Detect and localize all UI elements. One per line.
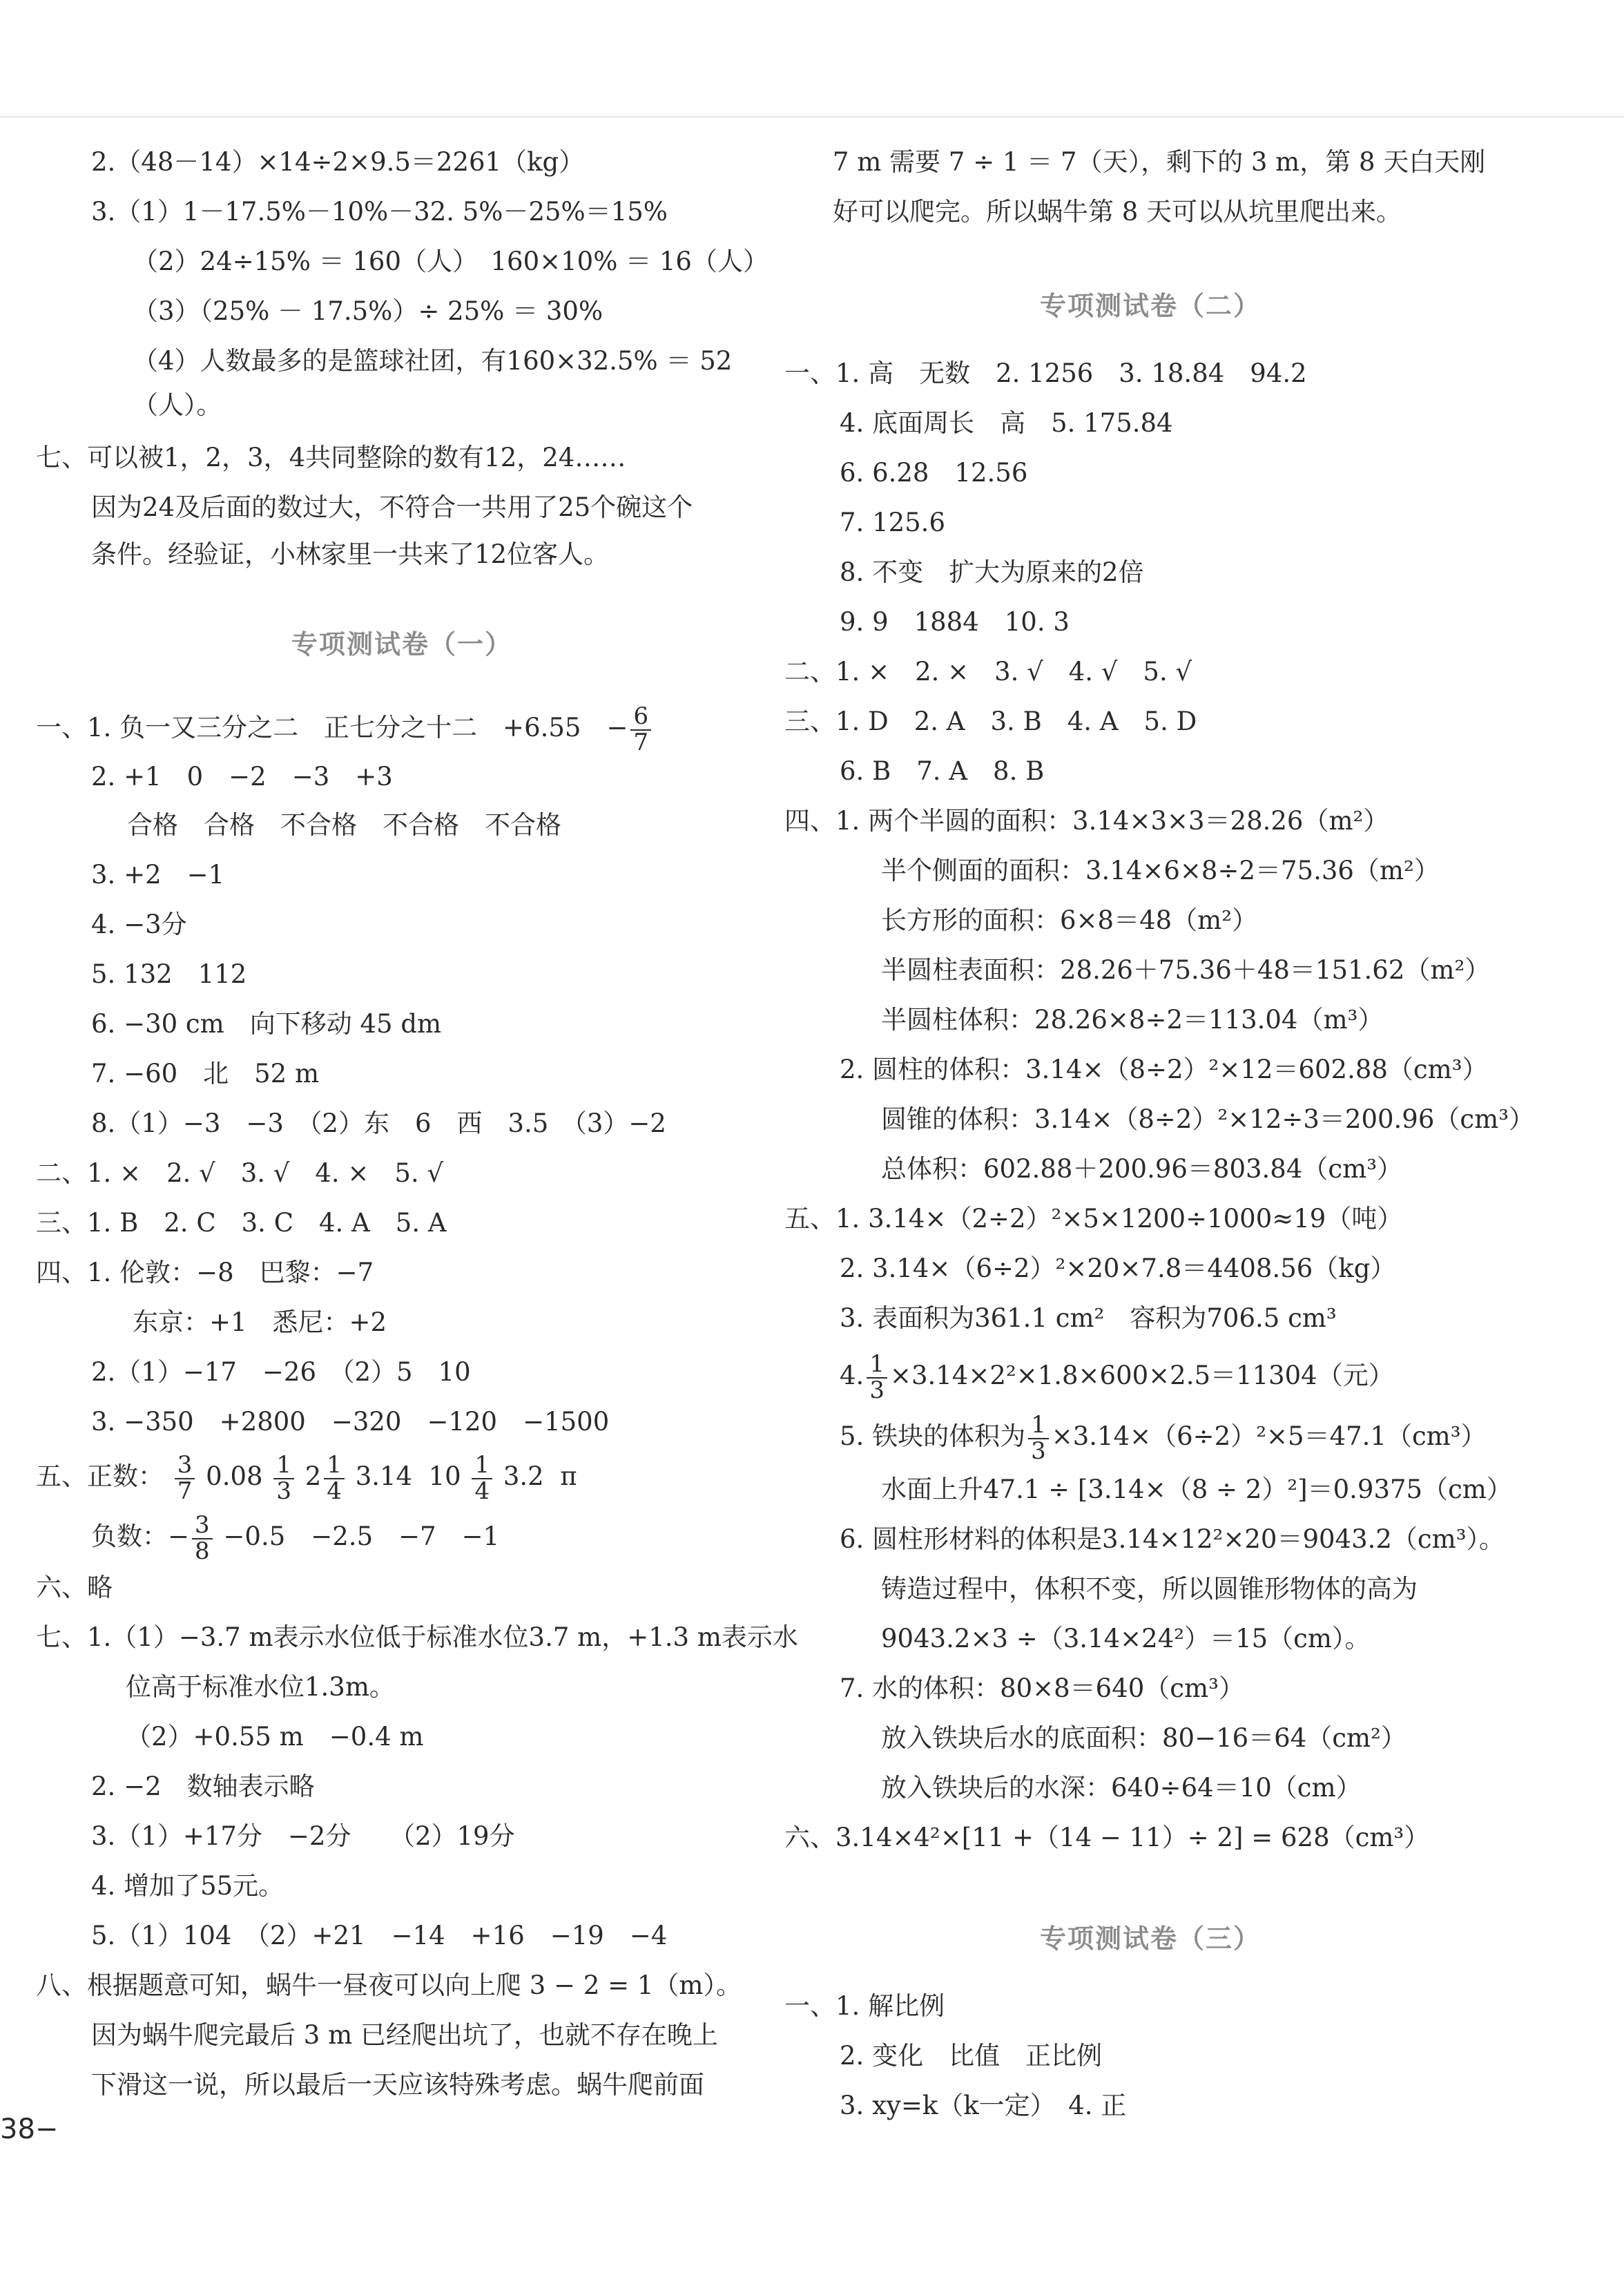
answer-line: （3）（25% － 17.5%）÷ 25% ＝ 30%	[133, 296, 603, 326]
answer-line: 2. 变化 比值 正比例	[840, 2041, 1103, 2071]
answer-line-negative	[91, 1509, 499, 1564]
answer-line: 7. 125.6	[840, 508, 945, 537]
answer-line: 二、1. × 2. √ 3. √ 4. × 5. √	[36, 1158, 444, 1188]
answer-line: 半圆柱体积：28.26×8÷2＝113.04（m³）	[881, 1005, 1384, 1035]
answer-line: （2）+0.55 m −0.4 m	[126, 1722, 424, 1752]
answer-line: 3. xy=k（k一定） 4. 正	[840, 2091, 1127, 2120]
fraction: $\frac{1}{3}$	[1028, 1413, 1049, 1464]
fraction: $\frac{1}{3}$	[273, 1453, 294, 1504]
fraction: $\frac{3}{7}$	[175, 1453, 195, 1504]
answer-text: −0.5 −2.5 −7 −1	[223, 1522, 500, 1551]
answer-line: 6. −30 cm 向下移动 45 dm	[91, 1009, 442, 1039]
answer-line: 铸造过程中，体积不变，所以圆锥形物体的高为	[881, 1574, 1418, 1604]
answer-line: 6. 6.28 12.56	[840, 458, 1028, 488]
answer-line: 2. 圆柱的体积：3.14×（8÷2）²×12＝602.88（cm³）	[840, 1055, 1488, 1084]
answer-text: ×3.14×2²×1.8×600×2.5＝11304（元）	[889, 1361, 1394, 1390]
answer-value: 3.2	[503, 1461, 544, 1491]
answer-text: 5. 铁块的体积为	[840, 1421, 1026, 1451]
fraction: $\frac{1}{4}$	[324, 1453, 345, 1504]
page-number: 38−	[0, 2113, 59, 2145]
answer-line: （4）人数最多的是篮球社团，有160×32.5% ＝ 52	[133, 346, 733, 376]
answer-line	[840, 1409, 1487, 1464]
answer-line: 三、1. D 2. A 3. B 4. A 5. D	[784, 707, 1197, 736]
answer-line: 二、1. × 2. × 3. √ 4. √ 5. √	[784, 657, 1192, 687]
answer-line: 长方形的面积：6×8＝48（m²）	[881, 905, 1258, 935]
answer-line: 6. B 7. A 8. B	[840, 756, 1045, 786]
answer-line: 2. −2 数轴表示略	[91, 1772, 315, 1801]
answer-line: 3. +2 −1	[91, 860, 225, 890]
answer-value: π	[560, 1461, 577, 1491]
answer-line: 4. 增加了55元。	[91, 1871, 284, 1901]
answer-line: 7. −60 北 52 m	[91, 1059, 320, 1088]
answer-line: 七、1.（1）−3.7 m表示水位低于标准水位3.7 m，+1.3 m表示水	[36, 1622, 798, 1652]
answer-text: ×3.14×（6÷2）²×5＝47.1（cm³）	[1051, 1421, 1487, 1451]
answer-line: 2.（48－14）×14÷2×9.5＝2261（kg）	[91, 147, 585, 177]
answer-line: 4. −3分	[91, 910, 187, 939]
answer-line: 下滑这一说，所以最后一天应该特殊考虑。蜗牛爬前面	[91, 2070, 704, 2100]
answer-line: 5. 132 112	[91, 959, 247, 989]
answer-line: 好可以爬完。所以蜗牛第 8 天可以从坑里爬出来。	[833, 197, 1402, 227]
answer-line: 半圆柱表面积：28.26＋75.36＋48＝151.62（m²）	[881, 955, 1491, 985]
answer-line: 四、1. 两个半圆的面积：3.14×3×3＝28.26（m²）	[784, 806, 1389, 836]
answer-line: 8.（1）−3 −3 （2）东 6 西 3.5 （3）−2	[91, 1109, 666, 1138]
answer-line: 条件。经验证，小林家里一共来了12位客人。	[91, 539, 610, 569]
answer-line: 3.（1）1－17.5%－10%－32. 5%－25%＝15%	[91, 197, 668, 227]
answer-line: 2. 3.14×（6÷2）²×20×7.8＝4408.56（kg）	[840, 1254, 1396, 1283]
section-title: 专项测试卷（三）	[1039, 1923, 1261, 1954]
answer-line: 水面上升47.1 ÷ [3.14×（8 ÷ 2）²]＝0.9375（cm）	[881, 1475, 1512, 1504]
answer-line: 2.（1）−17 −26 （2）5 10	[91, 1357, 471, 1387]
answer-line: 2. +1 0 −2 −3 +3	[91, 762, 393, 791]
answer-line: 6. 圆柱形材料的体积是3.14×12²×20＝9043.2（cm³）。	[840, 1524, 1505, 1554]
answer-value: 3.14	[355, 1461, 413, 1491]
answer-line: 3.（1）+17分 −2分 （2）19分	[91, 1821, 515, 1851]
answer-line: 六、3.14×4²×[11 +（14 − 11）÷ 2] = 628（cm³）	[784, 1823, 1430, 1852]
answer-line: 八、根据题意可知，蜗牛一昼夜可以向上爬 3 − 2 = 1（m）。	[36, 1970, 742, 2000]
fraction: $\frac{6}{7}$	[630, 704, 651, 755]
answer-value: 0.08	[206, 1461, 263, 1491]
fraction: $\frac{1}{4}$	[472, 1453, 492, 1504]
answer-line: 因为蜗牛爬完最后 3 m 已经爬出坑了，也就不存在晚上	[91, 2020, 718, 2050]
answer-line: （2）24÷15% ＝ 160（人） 160×10% ＝ 16（人）	[133, 247, 768, 276]
answer-line: 一、1. 高 无数 2. 1256 3. 18.84 94.2	[784, 358, 1307, 388]
answer-line: 七、可以被1，2，3，4共同整除的数有12，24……	[36, 443, 626, 472]
answer-line: 5.（1）104 （2）+21 −14 +16 −19 −4	[91, 1921, 668, 1950]
answer-line-positive	[36, 1449, 577, 1504]
answer-line: 四、1. 伦敦：−8 巴黎：−7	[36, 1258, 374, 1287]
fraction: $\frac{3}{8}$	[192, 1513, 213, 1564]
answer-line: 合格 合格 不合格 不合格 不合格	[127, 810, 561, 840]
answer-line: 总体积：602.88＋200.96＝803.84（cm³）	[881, 1154, 1403, 1184]
answer-line: 7. 水的体积：80×8＝640（cm³）	[840, 1673, 1244, 1703]
answer-value: 10	[428, 1461, 461, 1491]
answer-line: （人）。	[133, 390, 222, 420]
answer-line: 3. 表面积为361.1 cm² 容积为706.5 cm³	[840, 1303, 1337, 1333]
answer-line: 三、1. B 2. C 3. C 4. A 5. A	[36, 1208, 447, 1238]
answer-line: 7 m 需要 7 ÷ 1 ＝ 7（天），剩下的 3 m，第 8 天白天刚	[833, 147, 1486, 177]
answer-line: 东京：+1 悉尼：+2	[133, 1307, 387, 1337]
answer-line: 因为24及后面的数过大，不符合一共用了25个碗这个	[91, 492, 693, 522]
answer-line: 半个侧面的面积：3.14×6×8÷2＝75.36（m²）	[881, 856, 1440, 885]
answer-line: 3. −350 +2800 −320 −120 −1500	[91, 1407, 610, 1437]
fraction: $\frac{1}{3}$	[867, 1352, 887, 1403]
answer-line: 六、略	[36, 1573, 113, 1602]
answer-line	[36, 700, 654, 756]
answer-line: 五、1. 3.14×（2÷2）²×5×1200÷1000≈19（吨）	[784, 1204, 1403, 1234]
answer-text: 负数：−	[91, 1522, 190, 1551]
answer-line: 一、1. 解比例	[784, 1991, 945, 2021]
section-title: 专项测试卷（一）	[291, 629, 512, 660]
answer-line: 9. 9 1884 10. 3	[840, 607, 1070, 637]
answer-line: 放入铁块后水的底面积：80−16＝64（cm²）	[881, 1723, 1406, 1753]
answer-text: 一、1. 负一又三分之二 正七分之十二 +6.55 −	[36, 713, 628, 742]
section-title: 专项测试卷（二）	[1039, 291, 1261, 321]
header-rule	[0, 116, 1624, 117]
answer-line: 8. 不变 扩大为原来的2倍	[840, 557, 1144, 587]
answer-text: 4.	[840, 1361, 864, 1390]
answer-line	[840, 1348, 1394, 1403]
answer-line: 9043.2×3 ÷（3.14×24²）＝15（cm）。	[881, 1624, 1371, 1653]
answer-line: 位高于标准水位1.3m。	[126, 1672, 395, 1702]
answer-text: 五、正数：	[36, 1461, 164, 1491]
answer-value: 2	[304, 1461, 322, 1491]
answer-line: 放入铁块后的水深：640÷64＝10（cm）	[881, 1773, 1362, 1803]
answer-line: 4. 底面周长 高 5. 175.84	[840, 408, 1173, 438]
answer-line: 圆锥的体积：3.14×（8÷2）²×12÷3＝200.96（cm³）	[881, 1104, 1535, 1134]
